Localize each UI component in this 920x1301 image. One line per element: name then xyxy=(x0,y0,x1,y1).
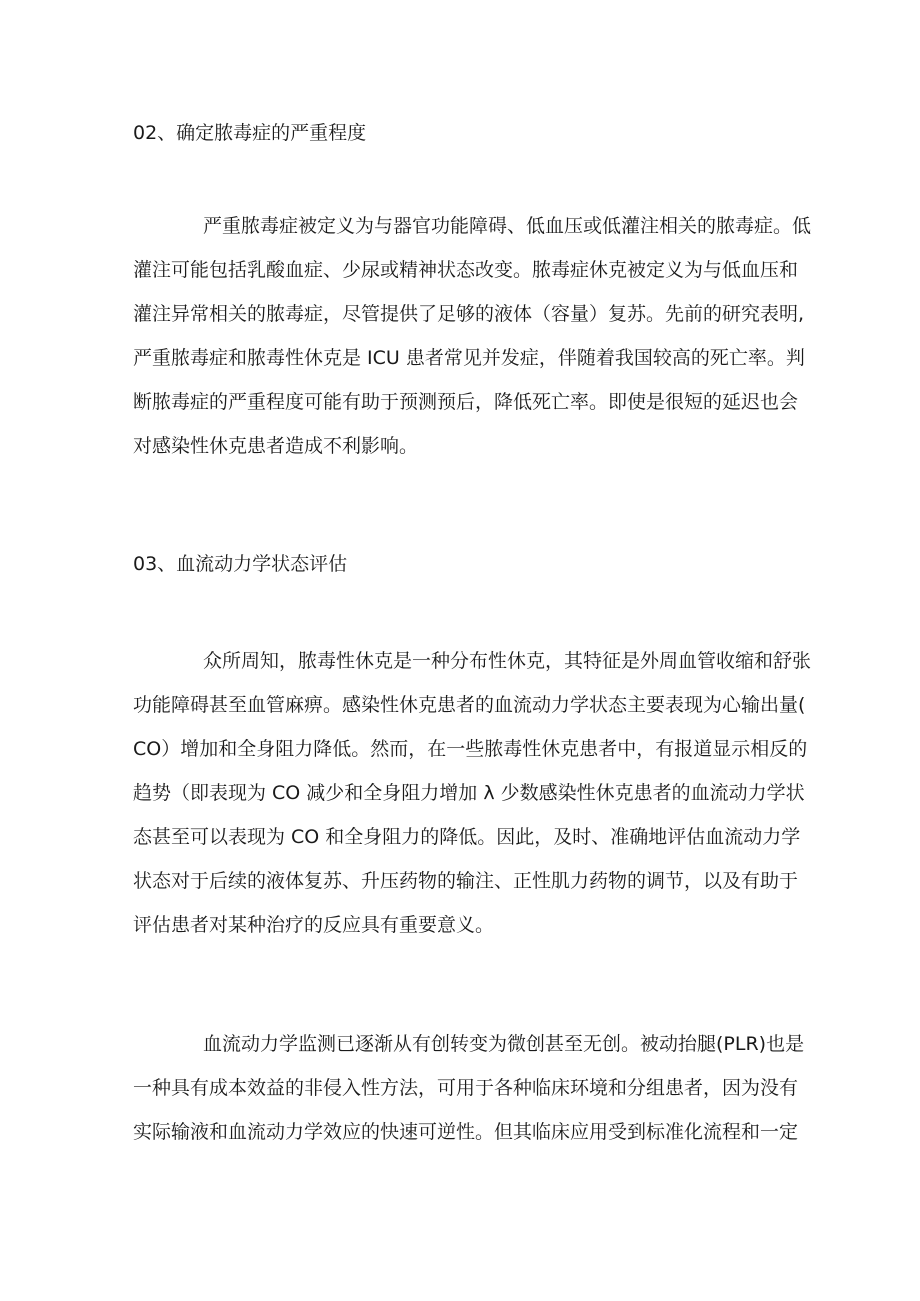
paragraph-line: 评估患者对某种治疗的反应具有重要意义。 xyxy=(133,914,495,936)
section-heading-02: 02、确定脓毒症的严重程度 xyxy=(133,122,367,144)
paragraph-line: 趋势（即表现为 CO 减少和全身阻力增加 λ 少数感染性休克患者的血流动力学状 xyxy=(133,782,805,804)
paragraph-line: 态甚至可以表现为 CO 和全身阻力的降低。因此，及时、准确地评估血流动力学 xyxy=(133,826,801,848)
paragraph-line: 对感染性休克患者造成不利影响。 xyxy=(133,435,419,457)
section-heading-03: 03、血流动力学状态评估 xyxy=(133,553,348,575)
paragraph-line: CO）增加和全身阻力降低。然而，在一些脓毒性休克患者中，有报道显示相反的 xyxy=(133,738,808,760)
paragraph-line: 状态对于后续的液体复苏、升压药物的输注、正性肌力药物的调节，以及有助于 xyxy=(133,870,799,892)
paragraph-line: 功能障碍甚至血管麻痹。感染性休克患者的血流动力学状态主要表现为心输出量( xyxy=(133,694,806,716)
paragraph-line: 严重脓毒症被定义为与器官功能障碍、低血压或低灌注相关的脓毒症。低 xyxy=(203,215,812,237)
paragraph-monitoring xyxy=(133,1022,805,1154)
paragraph-line: 灌注可能包括乳酸血症、少尿或精神状态改变。脓毒症休克被定义为与低血压和 xyxy=(133,259,799,281)
paragraph-line: 一种具有成本效益的非侵入性方法，可用于各种临床环境和分组患者，因为没有 xyxy=(133,1077,799,1099)
paragraph-line: 断脓毒症的严重程度可能有助于预测预后，降低死亡率。即使是很短的延迟也会 xyxy=(133,391,799,413)
paragraph-line: 实际输液和血流动力学效应的快速可逆性。但其临床应用受到标准化流程和一定 xyxy=(133,1121,799,1143)
paragraph-severity xyxy=(133,204,812,468)
paragraph-hemodynamics xyxy=(133,639,812,947)
paragraph-line: 血流动力学监测已逐渐从有创转变为微创甚至无创。被动抬腿(PLR)也是 xyxy=(203,1033,805,1055)
paragraph-line: 众所周知，脓毒性休克是一种分布性休克，其特征是外周血管收缩和舒张 xyxy=(203,650,812,672)
paragraph-line: 灌注异常相关的脓毒症，尽管提供了足够的液体（容量）复苏。先前的研究表明, xyxy=(133,303,805,325)
paragraph-line: 严重脓毒症和脓毒性休克是 ICU 患者常见并发症，伴随着我国较高的死亡率。判 xyxy=(133,347,805,369)
